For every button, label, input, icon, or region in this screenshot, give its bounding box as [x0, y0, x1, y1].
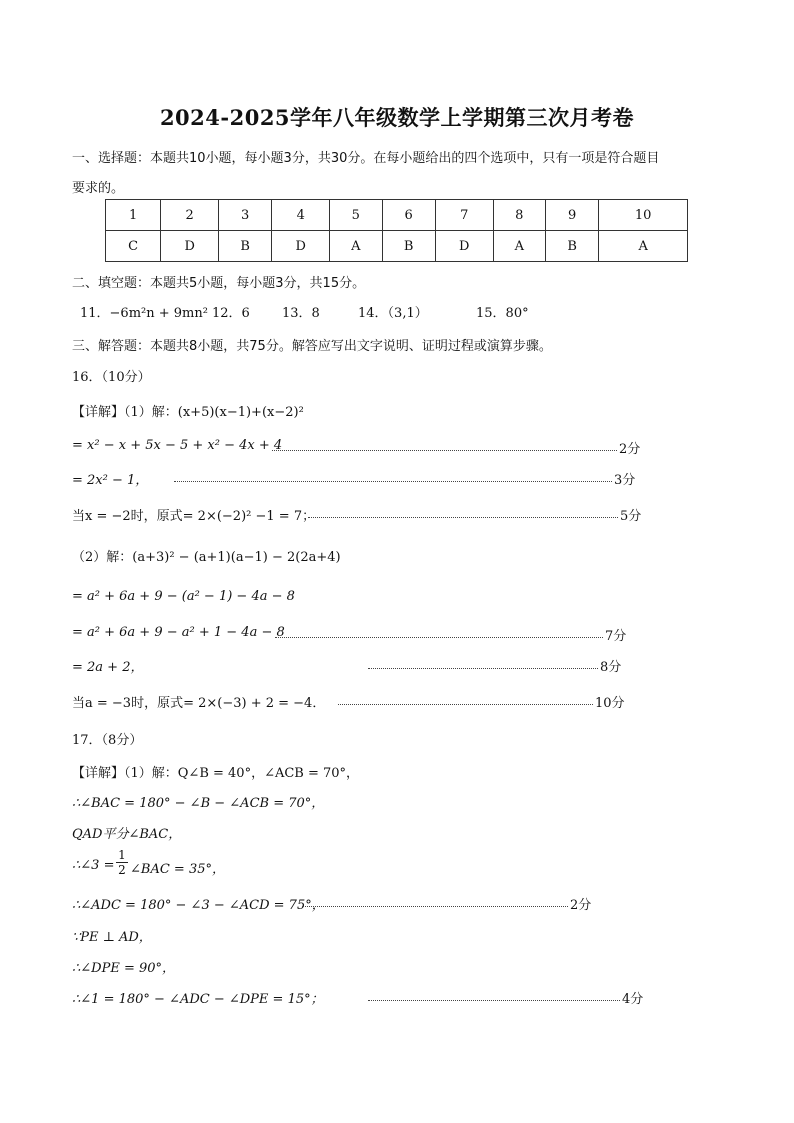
q17-step: ∠BAC = 35°， — [130, 862, 225, 877]
dot-leader — [272, 450, 617, 451]
section1-instructions: 一、选择题：本题共10小题，每小题3分，共30分。在每小题给出的四个选项中，只有一项是符合题目 — [72, 151, 660, 166]
question-number: 8 — [493, 200, 545, 231]
score-mark: 5分 — [620, 509, 642, 524]
q16-solution-1: 【详解】（1）解：(x+5)(x−1)+(x−2)² — [72, 405, 304, 420]
q16-step: 当x = −2时，原式= 2×(−2)² −1 = 7； — [72, 509, 316, 524]
question-number: 1 — [106, 200, 161, 231]
page-title: 2024-2025学年八年级数学上学期第三次月考卷 — [159, 105, 635, 130]
section1-instructions-cont: 要求的。 — [72, 181, 125, 196]
q17-step: ∴∠ADC = 180° − ∠3 − ∠ACD = 75°， — [72, 898, 325, 913]
dot-leader — [174, 481, 612, 482]
q17-step: ∴∠3 = — [72, 858, 115, 873]
score-mark: 10分 — [595, 696, 625, 711]
answer-cell: B — [219, 231, 272, 262]
dot-leader — [275, 637, 603, 638]
score-mark: 7分 — [605, 629, 627, 644]
dot-leader — [368, 668, 598, 669]
dot-leader — [308, 517, 618, 518]
answer-cell: D — [435, 231, 493, 262]
question-number: 6 — [382, 200, 435, 231]
fraction-denominator: 2 — [118, 863, 126, 877]
q17-step: QAD平分∠BAC， — [72, 827, 182, 842]
answer-table-number-row — [106, 200, 688, 231]
answer-cell: B — [546, 231, 599, 262]
q16-step: = x² − x + 5x − 5 + x² − 4x + 4 — [72, 438, 283, 453]
dot-leader — [302, 906, 568, 907]
dot-leader — [368, 1000, 620, 1001]
q16-header: 16．（10分） — [72, 370, 151, 385]
question-number: 4 — [272, 200, 330, 231]
answer-cell: D — [272, 231, 330, 262]
q16-step: = a² + 6a + 9 − (a² − 1) − 4a − 8 — [72, 589, 295, 604]
q17-header: 17．（8分） — [72, 733, 143, 748]
answer-14: 14．（3,1） — [358, 306, 428, 321]
fraction-numerator: 1 — [116, 848, 128, 863]
answer-cell: A — [493, 231, 545, 262]
answer-cell: D — [161, 231, 219, 262]
answer-cell: A — [599, 231, 688, 262]
score-mark: 3分 — [614, 473, 636, 488]
score-mark: 2分 — [619, 442, 641, 457]
dot-leader — [338, 704, 593, 705]
question-number: 7 — [435, 200, 493, 231]
question-number: 10 — [599, 200, 688, 231]
score-mark: 8分 — [600, 660, 622, 675]
q16-step: = 2a + 2， — [72, 660, 144, 675]
answer-cell: A — [330, 231, 382, 262]
score-mark: 2分 — [570, 898, 592, 913]
q17-step: ∴∠DPE = 90°， — [72, 961, 176, 976]
answer-cell: C — [106, 231, 161, 262]
q17-solution-1: 【详解】（1）解：Q∠B = 40°，∠ACB = 70°， — [72, 766, 360, 781]
section2-heading: 二、填空题：本题共5小题，每小题3分，共15分。 — [72, 276, 366, 291]
question-number: 2 — [161, 200, 219, 231]
answer-12: 12．6 — [212, 306, 250, 321]
answer-table — [105, 199, 688, 262]
question-number: 3 — [219, 200, 272, 231]
answer-13: 13．8 — [282, 306, 320, 321]
q17-step: ∴∠BAC = 180° − ∠B − ∠ACB = 70°， — [72, 796, 325, 811]
answer-table-answer-row — [106, 231, 688, 262]
question-number: 9 — [546, 200, 599, 231]
q16-solution-2: （2）解：(a+3)² − (a+1)(a−1) − 2(2a+4) — [72, 550, 341, 565]
section3-heading: 三、解答题：本题共8小题，共75分。解答应写出文字说明、证明过程或演算步骤。 — [72, 339, 552, 354]
q17-step: ∴∠1 = 180° − ∠ADC − ∠DPE = 15°； — [72, 992, 324, 1007]
q16-step: 当a = −3时，原式= 2×(−3) + 2 = −4． — [72, 696, 326, 711]
question-number: 5 — [330, 200, 382, 231]
score-mark: 4分 — [622, 992, 644, 1007]
answer-11: 11．−6m²n + 9mn² — [80, 306, 208, 321]
fraction-half — [116, 848, 128, 877]
q16-step: = 2x² − 1， — [72, 473, 149, 488]
answer-15: 15．80° — [476, 306, 529, 321]
q16-step: = a² + 6a + 9 − a² + 1 − 4a − 8 — [72, 625, 285, 640]
q17-step: ∵PE ⊥ AD， — [72, 930, 152, 945]
answer-cell: B — [382, 231, 435, 262]
